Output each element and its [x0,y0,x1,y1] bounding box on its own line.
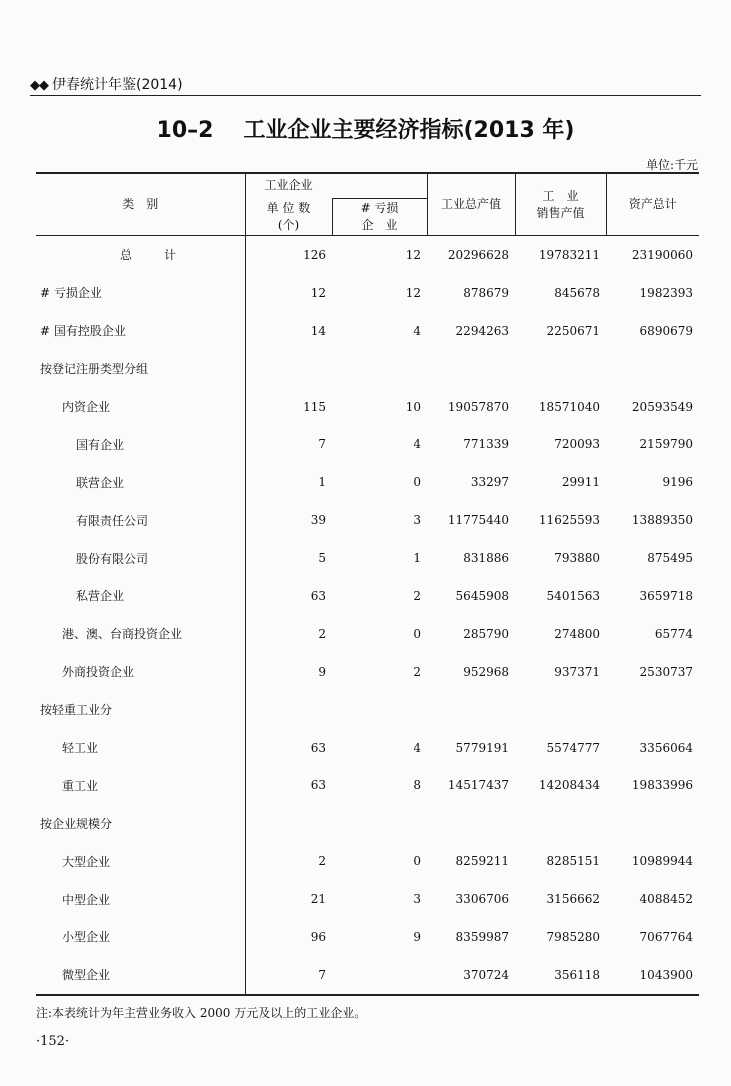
cell-sales-output: 19783211 [538,247,600,262]
cell-sales-output: 5401563 [546,588,600,603]
cell-total-assets: 10989944 [631,854,693,869]
cell-sales-output: 29911 [561,475,600,490]
cell-units: 2 [245,842,332,880]
table-row [36,766,699,804]
cell-loss-enterprises: 12 [405,285,421,300]
cell-gross-output [427,804,515,842]
table-row [36,691,699,729]
row-label: 轻工业 [62,741,99,756]
cell-gross-output: 19057870 [447,399,509,414]
cell-gross-output: 771339 [463,437,509,452]
header-output: 工业总产值 [427,173,515,236]
cell-gross-output: 14517437 [447,778,509,793]
cell-total-assets [606,350,699,388]
cell-loss-enterprises: 2 [413,588,421,603]
cell-total-assets: 3356064 [639,740,693,755]
row-label: 私营企业 [76,589,125,604]
cell-gross-output: 20296628 [447,247,509,262]
cell-units: 39 [245,501,332,539]
cell-sales-output: 8285151 [546,854,600,869]
cell-gross-output: 370724 [463,967,509,982]
cell-loss-enterprises [332,804,427,842]
cell-units: 63 [245,766,332,804]
cell-gross-output: 5645908 [455,588,509,603]
cell-sales-output: 793880 [554,551,600,566]
header-loss-enterprises: # 亏损 企 业 [332,199,427,236]
cell-total-assets: 7067764 [639,929,693,944]
cell-gross-output: 831886 [463,551,509,566]
table-footnote: 注:本表统计为年主营业务收入 2000 万元及以上的工业企业。 [36,1006,367,1020]
cell-total-assets [606,691,699,729]
unit-label: 单位:千元 [645,158,698,172]
cell-loss-enterprises: 0 [413,626,421,641]
table-row [36,274,699,312]
table-title [0,113,731,144]
row-label: 内资企业 [62,400,111,414]
cell-total-assets: 1982393 [639,285,693,300]
cell-gross-output: 8259211 [455,854,509,869]
row-label: 中型企业 [62,892,111,907]
cell-sales-output: 720093 [554,437,600,452]
cell-sales-output: 3156662 [546,892,600,907]
cell-total-assets: 13889350 [631,513,693,528]
cell-total-assets: 2159790 [639,437,693,452]
cell-gross-output [427,350,515,388]
cell-units [245,691,332,729]
yearbook-title: 伊春统计年鉴(2014) [52,77,183,93]
cell-total-assets: 23190060 [631,247,693,262]
table-row [36,653,699,691]
cell-loss-enterprises [332,956,427,995]
table-row [36,615,699,653]
table-row [36,918,699,956]
cell-units: 63 [245,577,332,615]
cell-loss-enterprises: 2 [413,664,421,679]
cell-sales-output [515,691,606,729]
cell-sales-output [515,804,606,842]
cell-sales-output: 18571040 [538,399,600,414]
cell-loss-enterprises: 0 [413,854,421,869]
header-units: 工业企业 单 位 数 (个) [245,199,332,236]
row-label: 微型企业 [62,968,111,983]
cell-loss-enterprises: 4 [413,323,421,338]
table-title-text: 工业企业主要经济指标(2013 年) [243,118,575,143]
row-label: 按企业规模分 [40,816,113,831]
table-row [36,539,699,577]
row-label: 按轻重工业分 [40,703,113,718]
cell-loss-enterprises: 3 [413,513,421,528]
economic-indicators-table [36,172,699,996]
row-label: 总 计 [120,248,187,263]
cell-gross-output: 952968 [463,664,509,679]
header-divider [30,95,701,96]
row-label: 有限责任公司 [76,513,149,528]
table-row [36,388,699,426]
row-label: 小型企业 [62,930,111,945]
cell-units: 9 [245,653,332,691]
row-label: # 亏损企业 [40,286,102,301]
cell-sales-output: 845678 [554,285,600,300]
cell-units: 96 [245,918,332,956]
cell-gross-output: 878679 [463,285,509,300]
cell-units [245,804,332,842]
table-row [36,956,699,995]
cell-total-assets: 3659718 [639,588,693,603]
cell-sales-output: 2250671 [546,323,600,338]
cell-loss-enterprises [332,350,427,388]
cell-loss-enterprises: 4 [413,740,421,755]
table-row [36,501,699,539]
cell-total-assets: 2530737 [639,664,693,679]
cell-loss-enterprises: 3 [413,892,421,907]
running-header [30,74,183,94]
cell-total-assets: 9196 [662,475,693,490]
cell-sales-output: 11625593 [538,513,600,528]
header-sales: 工 业 销售产值 [515,173,606,236]
cell-loss-enterprises: 4 [413,437,421,452]
cell-sales-output: 274800 [554,626,600,641]
cell-units: 5 [245,539,332,577]
page-number: ·152· [36,1034,70,1049]
row-label: 联营企业 [76,475,125,490]
cell-total-assets: 4088452 [639,892,693,907]
cell-total-assets: 875495 [647,551,693,566]
cell-total-assets: 6890679 [639,323,693,338]
cell-units: 115 [245,388,332,426]
cell-units [245,350,332,388]
row-label: 大型企业 [62,854,111,869]
cell-loss-enterprises: 8 [413,778,421,793]
cell-loss-enterprises: 9 [413,929,421,944]
cell-units: 21 [245,880,332,918]
cell-units: 12 [245,274,332,312]
table-row [36,880,699,918]
cell-gross-output: 285790 [463,626,509,641]
table-row [36,463,699,501]
row-label: 港、澳、台商投资企业 [62,627,183,642]
cell-sales-output: 14208434 [538,778,600,793]
diamond-bullets-icon: ◆◆ [30,78,48,93]
row-label: 重工业 [62,778,99,793]
cell-gross-output: 8359987 [455,929,509,944]
cell-loss-enterprises: 1 [413,551,421,566]
table-row [36,236,699,274]
cell-sales-output: 7985280 [546,929,600,944]
cell-total-assets [606,804,699,842]
cell-gross-output: 5779191 [455,740,509,755]
table-row [36,842,699,880]
cell-loss-enterprises: 10 [405,399,421,414]
cell-gross-output [427,691,515,729]
cell-sales-output [515,350,606,388]
table-row [36,312,699,350]
cell-units: 7 [245,425,332,463]
cell-loss-enterprises: 12 [405,247,421,262]
row-label: 外商投资企业 [62,665,135,680]
cell-gross-output: 2294263 [455,323,509,338]
table-number: 10–2 [156,118,214,143]
row-label: 国有企业 [76,437,125,452]
table-row [36,577,699,615]
cell-total-assets: 19833996 [631,778,693,793]
cell-units: 126 [245,236,332,274]
cell-loss-enterprises: 0 [413,475,421,490]
cell-total-assets: 65774 [654,626,693,641]
table-row [36,425,699,463]
cell-sales-output: 5574777 [546,740,600,755]
cell-loss-enterprises [332,691,427,729]
cell-units: 7 [245,956,332,995]
table-row [36,350,699,388]
cell-total-assets: 1043900 [639,967,693,982]
cell-sales-output: 356118 [554,967,600,982]
row-label: 按登记注册类型分组 [40,362,149,377]
cell-gross-output: 33297 [470,475,509,490]
cell-sales-output: 937371 [554,664,600,679]
cell-units: 1 [245,463,332,501]
cell-units: 14 [245,312,332,350]
header-category: 类 别 [36,173,245,236]
cell-gross-output: 11775440 [447,513,509,528]
row-label: # 国有控股企业 [40,324,126,339]
table-row [36,729,699,767]
table-row [36,804,699,842]
header-assets: 资产总计 [606,173,699,236]
row-label: 股份有限公司 [76,551,149,566]
cell-units: 2 [245,615,332,653]
cell-units: 63 [245,729,332,767]
cell-total-assets: 20593549 [631,399,693,414]
cell-gross-output: 3306706 [455,892,509,907]
